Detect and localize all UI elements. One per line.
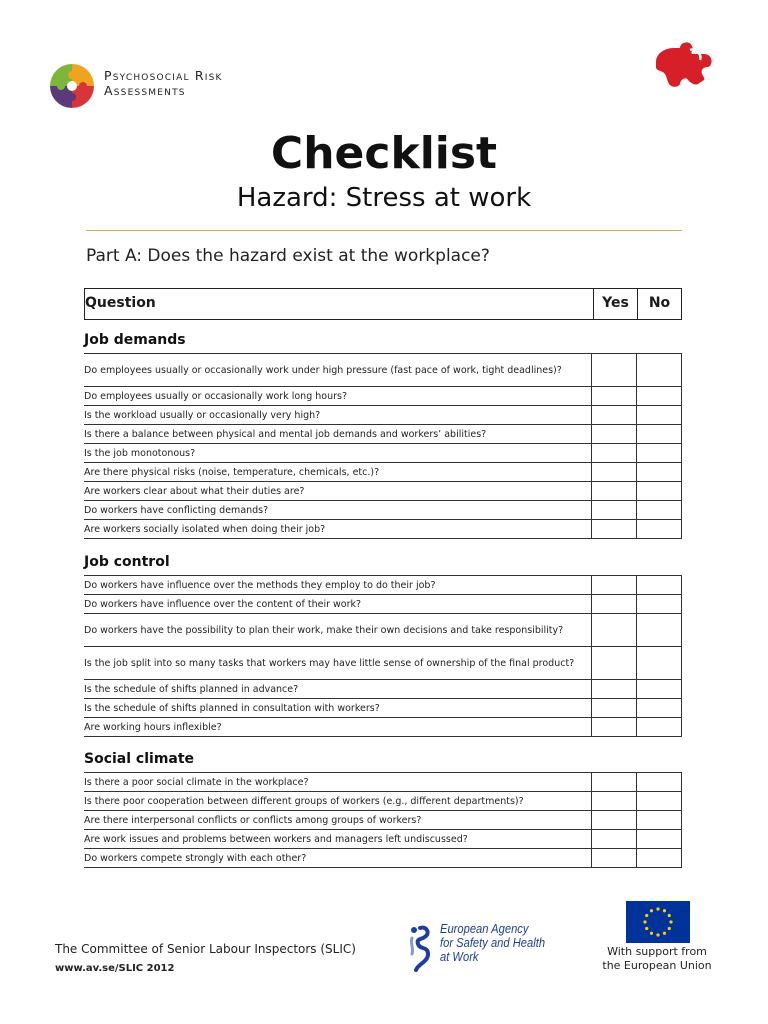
table-row bbox=[84, 849, 682, 868]
eu-star bbox=[656, 907, 659, 910]
no-checkbox[interactable] bbox=[637, 595, 682, 614]
committee-credit: The Committee of Senior Labour Inspectors (SLIC) bbox=[55, 942, 356, 956]
yes-checkbox[interactable] bbox=[592, 444, 637, 463]
question-text: Are work issues and problems between workers and managers left undiscussed? bbox=[84, 830, 592, 849]
no-checkbox[interactable] bbox=[637, 387, 682, 406]
yes-checkbox[interactable] bbox=[592, 520, 637, 539]
yes-checkbox[interactable] bbox=[592, 830, 637, 849]
table-row bbox=[84, 718, 682, 737]
eu-star bbox=[668, 927, 671, 930]
question-text: Is the workload usually or occasionally very high? bbox=[84, 406, 592, 425]
table-row bbox=[84, 830, 682, 849]
question-text: Is there a poor social climate in the workplace? bbox=[84, 773, 592, 792]
yes-checkbox[interactable] bbox=[592, 482, 637, 501]
question-text: Are working hours inflexible? bbox=[84, 718, 592, 737]
no-checkbox[interactable] bbox=[637, 647, 682, 680]
question-text: Are workers clear about what their duties are? bbox=[84, 482, 592, 501]
question-text: Is the schedule of shifts planned in advance? bbox=[84, 680, 592, 699]
table-row bbox=[84, 792, 682, 811]
brand-name bbox=[104, 68, 223, 98]
eu-star bbox=[645, 914, 648, 917]
table-row bbox=[84, 614, 682, 647]
question-text: Do employees usually or occasionally work long hours? bbox=[84, 387, 592, 406]
yes-checkbox[interactable] bbox=[592, 811, 637, 830]
yes-checkbox[interactable] bbox=[592, 406, 637, 425]
yes-checkbox[interactable] bbox=[592, 387, 637, 406]
no-checkbox[interactable] bbox=[637, 811, 682, 830]
table-row bbox=[84, 354, 682, 387]
table-row bbox=[84, 699, 682, 718]
no-column-header: No bbox=[637, 289, 681, 319]
table-row bbox=[84, 444, 682, 463]
puzzle-circle-logo-icon bbox=[48, 62, 96, 110]
question-text: Are there interpersonal conflicts or conflicts among groups of workers? bbox=[84, 811, 592, 830]
no-checkbox[interactable] bbox=[637, 406, 682, 425]
table-row bbox=[84, 520, 682, 539]
question-text: Is the schedule of shifts planned in consultation with workers? bbox=[84, 699, 592, 718]
agency-line-3: at Work bbox=[440, 949, 479, 964]
yes-checkbox[interactable] bbox=[592, 425, 637, 444]
table-row bbox=[84, 463, 682, 482]
eu-star bbox=[663, 932, 666, 935]
eu-support-line-1: With support from bbox=[607, 945, 707, 958]
table-row bbox=[84, 387, 682, 406]
page-title: Checklist bbox=[270, 128, 498, 179]
question-text: Is there a balance between physical and mental job demands and workers’ abilities? bbox=[84, 425, 592, 444]
question-text: Do workers compete strongly with each other? bbox=[84, 849, 592, 868]
job-demands-table bbox=[84, 353, 682, 539]
table-row bbox=[84, 482, 682, 501]
table-row bbox=[84, 647, 682, 680]
no-checkbox[interactable] bbox=[637, 482, 682, 501]
yes-checkbox[interactable] bbox=[592, 576, 637, 595]
agency-line-2: for Safety and Health bbox=[440, 935, 546, 950]
question-text: Do workers have influence over the methods they employ to do their job? bbox=[84, 576, 592, 595]
yes-checkbox[interactable] bbox=[592, 354, 637, 387]
table-row bbox=[84, 595, 682, 614]
section-title-job-demands: Job demands bbox=[84, 332, 186, 348]
no-checkbox[interactable] bbox=[637, 354, 682, 387]
no-checkbox[interactable] bbox=[637, 425, 682, 444]
question-text: Are there physical risks (noise, temperature, chemicals, etc.)? bbox=[84, 463, 592, 482]
brand-line-2: Assessments bbox=[104, 83, 186, 98]
yes-checkbox[interactable] bbox=[592, 647, 637, 680]
column-header-row bbox=[84, 288, 682, 320]
question-text: Do employees usually or occasionally work under high pressure (fast pace of work, tight deadlines)? bbox=[84, 354, 592, 387]
yes-checkbox[interactable] bbox=[592, 792, 637, 811]
eu-support-line-2: the European Union bbox=[602, 959, 712, 972]
question-text: Is the job split into so many tasks that workers may have little sense of ownership of the final product? bbox=[84, 647, 592, 680]
eu-star bbox=[669, 920, 672, 923]
no-checkbox[interactable] bbox=[637, 444, 682, 463]
no-checkbox[interactable] bbox=[637, 830, 682, 849]
question-text: Do workers have influence over the content of their work? bbox=[84, 595, 592, 614]
yes-checkbox[interactable] bbox=[592, 849, 637, 868]
table-row bbox=[84, 773, 682, 792]
question-text: Is the job monotonous? bbox=[84, 444, 592, 463]
yes-checkbox[interactable] bbox=[592, 680, 637, 699]
no-checkbox[interactable] bbox=[637, 614, 682, 647]
no-checkbox[interactable] bbox=[637, 463, 682, 482]
yes-checkbox[interactable] bbox=[592, 501, 637, 520]
no-checkbox[interactable] bbox=[637, 792, 682, 811]
yes-column-header: Yes bbox=[593, 289, 637, 319]
eu-star bbox=[663, 909, 666, 912]
table-row bbox=[84, 811, 682, 830]
no-checkbox[interactable] bbox=[637, 718, 682, 737]
yes-checkbox[interactable] bbox=[592, 614, 637, 647]
eu-star bbox=[643, 920, 646, 923]
eu-star bbox=[650, 932, 653, 935]
question-text: Are workers socially isolated when doing their job? bbox=[84, 520, 592, 539]
section-title-social-climate: Social climate bbox=[84, 751, 195, 767]
yes-checkbox[interactable] bbox=[592, 773, 637, 792]
title-divider bbox=[86, 230, 682, 231]
no-checkbox[interactable] bbox=[637, 576, 682, 595]
no-checkbox[interactable] bbox=[637, 773, 682, 792]
eu-star bbox=[668, 914, 671, 917]
yes-checkbox[interactable] bbox=[592, 463, 637, 482]
table-row bbox=[84, 406, 682, 425]
eu-star bbox=[650, 909, 653, 912]
question-text: Do workers have conflicting demands? bbox=[84, 501, 592, 520]
eu-star bbox=[645, 927, 648, 930]
no-checkbox[interactable] bbox=[637, 849, 682, 868]
yes-checkbox[interactable] bbox=[592, 699, 637, 718]
osha-figure-icon bbox=[406, 924, 436, 972]
question-text: Do workers have the possibility to plan their work, make their own decisions and take responsibility? bbox=[84, 614, 592, 647]
table-row bbox=[84, 680, 682, 699]
part-a-heading: Part A: Does the hazard exist at the workplace? bbox=[86, 246, 490, 266]
social-climate-table bbox=[84, 772, 682, 868]
no-checkbox[interactable] bbox=[637, 680, 682, 699]
yes-checkbox[interactable] bbox=[592, 595, 637, 614]
table-row bbox=[84, 501, 682, 520]
question-text: Is there poor cooperation between different groups of workers (e.g., different departments)? bbox=[84, 792, 592, 811]
no-checkbox[interactable] bbox=[637, 699, 682, 718]
website-link[interactable]: www.av.se/SLIC 2012 bbox=[55, 963, 175, 974]
agency-name bbox=[440, 922, 560, 964]
agency-line-1: European Agency bbox=[440, 921, 529, 936]
eu-flag-icon bbox=[626, 901, 690, 943]
question-column-header: Question bbox=[85, 295, 156, 311]
job-control-table bbox=[84, 575, 682, 737]
table-row bbox=[84, 576, 682, 595]
no-checkbox[interactable] bbox=[637, 520, 682, 539]
no-checkbox[interactable] bbox=[637, 501, 682, 520]
page-subtitle: Hazard: Stress at work bbox=[236, 183, 532, 213]
eu-star bbox=[656, 933, 659, 936]
eu-support-text bbox=[592, 945, 722, 973]
yes-checkbox[interactable] bbox=[592, 718, 637, 737]
red-puzzle-piece-icon bbox=[650, 40, 716, 90]
section-title-job-control: Job control bbox=[84, 554, 170, 570]
table-row bbox=[84, 425, 682, 444]
brand-line-1: Psychosocial Risk bbox=[104, 68, 223, 83]
